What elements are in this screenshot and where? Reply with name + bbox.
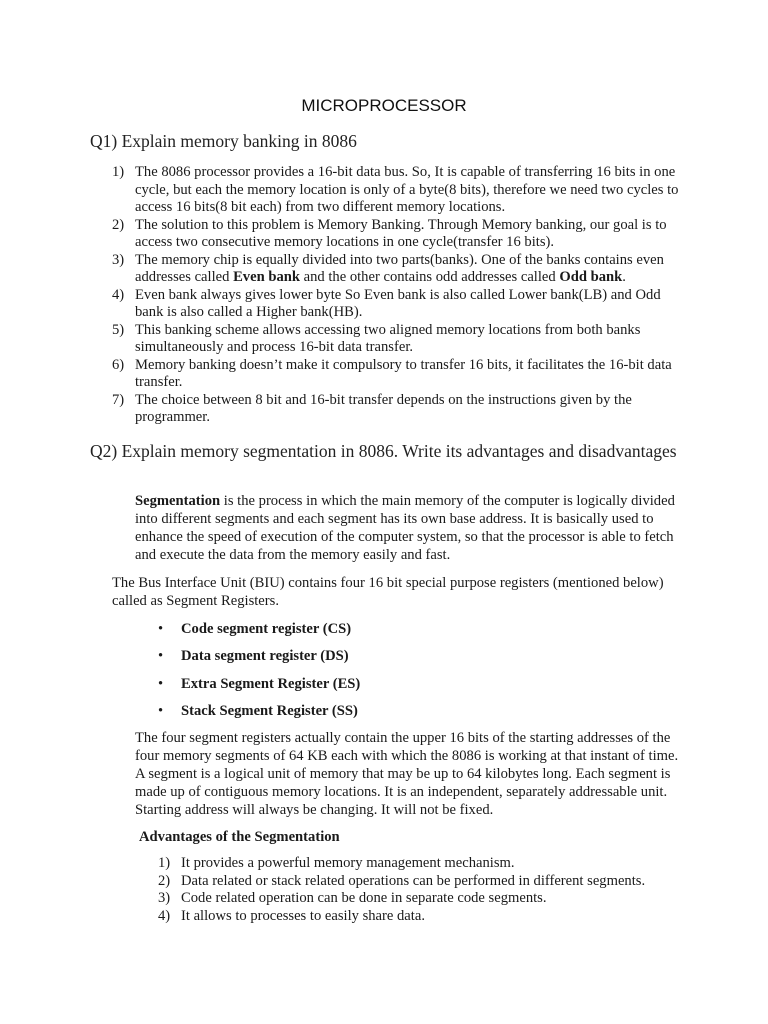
bullet-icon: • — [158, 648, 164, 664]
odd-bank-term: Odd bank — [559, 269, 623, 285]
register-bullet: • Data segment register (DS) — [158, 648, 349, 664]
bullet-icon: • — [158, 621, 164, 637]
list-item: 6) Memory banking doesn’t make it compulsory to transfer 16 bits, it facilitates the 16-bit data transfer. — [112, 356, 672, 390]
list-item: 7) The choice between 8 bit and 16-bit transfer depends on the instructions given by the programmer. — [112, 391, 632, 425]
segmentation-definition: Segmentation is the process in which the main memory of the computer is logically divided into different segments and each segment has its own base address. It is basically used to enhance the speed of execution of the computer system, so that the processor is able to fetch and execute the data from the memory easily and fast. — [135, 493, 675, 563]
register-bullet: • Code segment register (CS) — [158, 621, 352, 637]
segment-registers-paragraph: The four segment registers actually contain the upper 16 bits of the starting addresses of the four memory segments of 64 KB each with which the 8086 is working at that instant of time. A segment is a logical unit of memory that may be up to 64 kilobytes long. Each segment is made up of contiguous memory locations. It is an independent, separately addressable unit. Starting address will always be changing. It will not be fixed. — [135, 730, 679, 818]
banking-list — [112, 164, 682, 427]
register-bullet: • Extra Segment Register (ES) — [158, 676, 361, 692]
advantages-list — [158, 855, 678, 925]
even-bank-term: Even bank — [233, 269, 300, 285]
list-item: 2) The solution to this problem is Memory Banking. Through Memory banking, our goal is to access two consecutive memory locations in one cycle(transfer 16 bits). — [112, 216, 667, 250]
advantages-heading: Advantages of the Segmentation — [139, 829, 340, 845]
question-2-heading: Q2) Explain memory segmentation in 8086. Write its advantages and disadvantages — [90, 441, 677, 461]
list-item: 3) The memory chip is equally divided into two parts(banks). One of the banks contains even addresses called Even bank and the other contains odd addresses called Odd bank. — [112, 251, 664, 285]
segmentation-term: Segmentation — [135, 493, 221, 509]
list-item: 4) Even bank always gives lower byte So Even bank is also called Lower bank(LB) and Odd bank is also called a Higher bank(HB). — [112, 286, 661, 320]
list-item: 5) This banking scheme allows accessing two aligned memory locations from both banks simultaneously and process 16-bit data transfer. — [112, 321, 641, 355]
bullet-icon: • — [158, 703, 164, 719]
list-item: 3) Code related operation can be done in separate code segments. — [158, 890, 547, 906]
list-item: 1) The 8086 processor provides a 16-bit data bus. So, It is capable of transferring 16 bits in one cycle, but each the memory location is only of a byte(8 bits), therefore we need two cycles to access 16 bits(8 bit each) from two different memory locations. — [112, 164, 679, 215]
bullet-icon: • — [158, 676, 164, 692]
biu-paragraph: The Bus Interface Unit (BIU) contains four 16 bit special purpose registers (mentioned below) called as Segment Registers. — [112, 575, 664, 609]
list-item: 4) It allows to processes to easily share data. — [158, 907, 425, 924]
question-1-heading: Q1) Explain memory banking in 8086 — [90, 131, 357, 151]
register-bullet: • Stack Segment Register (SS) — [158, 703, 358, 719]
list-item: 1) It provides a powerful memory management mechanism. — [158, 855, 515, 871]
page-title: MICROPROCESSOR — [301, 96, 467, 115]
list-item: 2) Data related or stack related operations can be performed in different segments. — [158, 872, 646, 889]
